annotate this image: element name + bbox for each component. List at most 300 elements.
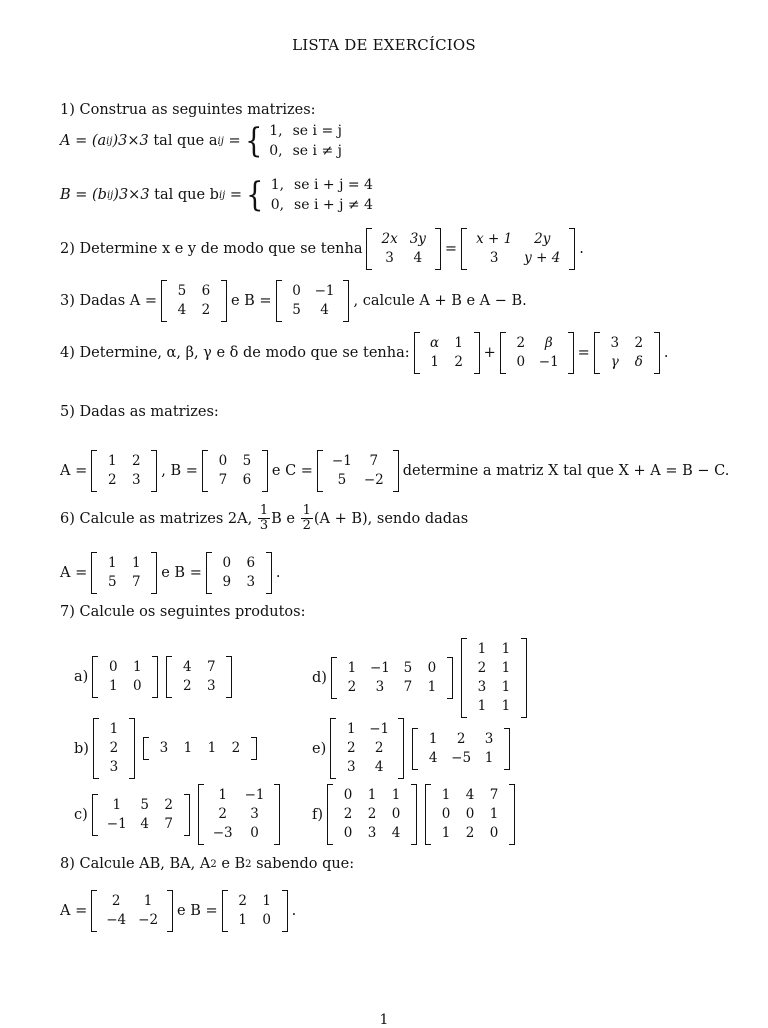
ex6-a-label: A = (60, 565, 88, 581)
ex7-f-matrix-1-left-bracket (327, 784, 333, 845)
matrix-entry: 7 (164, 815, 173, 832)
ex7-a-matrix-1 (92, 656, 158, 698)
matrix-entry: 2 (231, 740, 241, 756)
ex4-matrix-2-left-bracket (500, 332, 506, 374)
matrix-entry: 0 (427, 660, 437, 676)
ex4-matrix-3 (594, 332, 660, 374)
case-row (269, 142, 350, 160)
matrix-entry: 3 (246, 574, 256, 590)
matrix-entry: 1 (131, 555, 141, 571)
matrix-entry: 2 (516, 335, 526, 351)
ex7-f-matrix-2-left-bracket (425, 784, 431, 845)
matrix-entry: 5 (242, 453, 252, 469)
ex7-d-matrix-1-entries (340, 659, 444, 697)
ex7-f-matrix-2-entries (434, 786, 506, 843)
ex5-matrix-a-left-bracket (91, 450, 97, 492)
ex7-e-matrix-1-right-bracket (398, 718, 404, 779)
ex8-t3: sabendo que: (256, 856, 355, 872)
ex7-c-matrix-1-entries (101, 796, 181, 834)
matrix-entry: 0 (516, 354, 526, 370)
matrix-entry: 2 (183, 678, 192, 694)
matrix-entry: 2 (477, 660, 487, 676)
matrix-entry: 6 (201, 283, 211, 299)
ex6-t1: 6) Calcule as matrizes 2A, (60, 510, 253, 527)
ex4-matrix-3-right-bracket (654, 332, 660, 374)
matrix-entry: 7 (403, 679, 413, 695)
matrix-entry: 1 (238, 912, 247, 928)
ex5-matrix-a-entries (100, 452, 148, 490)
matrix-row (231, 892, 279, 911)
matrix-row (170, 301, 218, 320)
matrix-row (207, 824, 271, 843)
ex6-matrix-a (91, 552, 157, 594)
matrix-row (603, 353, 651, 372)
matrix-entry: 1 (430, 354, 439, 370)
matrix-entry: 7 (131, 574, 141, 590)
matrix-entry: 1 (391, 787, 401, 803)
matrix-entry: 2 (131, 453, 141, 469)
ex7-item-a (74, 656, 236, 698)
ex7-b-matrix-1-right-bracket (129, 718, 135, 779)
matrix-row (215, 573, 263, 592)
matrix-entry: −1 (538, 354, 559, 370)
matrix-entry: 1 (346, 721, 356, 737)
ex7-e-label: e) (312, 740, 327, 757)
matrix-row (421, 749, 501, 768)
ex7-b-matrix-1-left-bracket (93, 718, 99, 779)
matrix-entry: 5 (292, 302, 301, 318)
matrix-row (336, 824, 408, 843)
matrix-entry: 1 (441, 787, 451, 803)
page-title: LISTA DE EXERCÍCIOS (292, 36, 476, 54)
ex6-line2 (60, 552, 280, 594)
ex5-matrix-c-entries (326, 452, 390, 490)
ex6-end: . (275, 565, 281, 581)
ex8-matrix-b-left-bracket (222, 890, 228, 932)
matrix-row (101, 658, 149, 677)
matrix-entry: 0 (343, 787, 353, 803)
matrix-entry: 3 (489, 250, 499, 266)
ex6-fraction-half (301, 504, 313, 533)
ex7-a-matrix-1-entries (101, 658, 149, 696)
matrix-entry: 1 (107, 453, 117, 469)
ex5-matrix-b-right-bracket (262, 450, 268, 492)
matrix-entry: 1 (484, 749, 494, 766)
ex7-d-label: d) (312, 670, 327, 686)
matrix-entry: 3 (385, 250, 394, 266)
matrix-entry: γ (610, 354, 619, 370)
matrix-entry: 1 (501, 641, 511, 657)
ex7-c-label: c) (74, 806, 88, 823)
matrix-entry: 2 (238, 893, 247, 909)
ex5-matrix-b-entries (211, 452, 259, 490)
ex8-matrix-a (91, 890, 173, 932)
matrix-entry: 2 (367, 806, 377, 822)
ex3-text3: , calcule A + B e A − B. (353, 293, 527, 309)
matrix-entry: 1 (501, 698, 511, 714)
matrix-entry: 1 (207, 740, 217, 756)
case-row (271, 176, 381, 194)
ex7-c-matrix-2-entries (207, 786, 271, 843)
page-number: 1 (379, 1012, 389, 1028)
matrix-entry: 7 (369, 453, 379, 469)
matrix-entry: 3 (250, 806, 259, 822)
matrix-entry: 0 (250, 825, 259, 841)
matrix-row (509, 334, 565, 353)
ex8-matrix-a-entries (100, 892, 164, 930)
ex2-matrix-left-left-bracket (366, 228, 372, 270)
matrix-entry: 1 (107, 555, 117, 571)
case-row (271, 196, 381, 214)
ex4-matrix-3-left-bracket (594, 332, 600, 374)
ex5-matrix-b-left-bracket (202, 450, 208, 492)
matrix-entry: 3 (477, 679, 487, 695)
ex4-text: 4) Determine, α, β, γ e δ de modo que se tenha: (60, 345, 410, 361)
matrix-row (470, 678, 518, 697)
matrix-entry: 1 (454, 335, 463, 351)
matrix-entry: 1 (218, 787, 227, 803)
matrix-entry: 0 (465, 806, 475, 822)
ex7-c-matrix-1-left-bracket (92, 794, 98, 836)
matrix-entry: 6 (242, 472, 252, 488)
ex7-c-matrix-2 (198, 784, 280, 845)
ex7-b-matrix-2-left-bracket (143, 737, 149, 760)
ex4-matrix-1-right-bracket (474, 332, 480, 374)
matrix-entry: 3 (159, 740, 169, 756)
ex7-f-matrix-2 (425, 784, 515, 845)
matrix-entry: 1 (427, 679, 437, 695)
ex5-b-label: , B = (161, 463, 198, 479)
matrix-entry: 1 (501, 660, 511, 676)
ex2-matrix-right-left-bracket (461, 228, 467, 270)
ex7-f-matrix-1-entries (336, 786, 408, 843)
matrix-entry: 3 (109, 759, 119, 775)
ex4-matrix-1-entries (423, 334, 471, 372)
ex4-matrix-2-entries (509, 334, 565, 372)
matrix-row (339, 758, 395, 777)
ex1-a-cases (241, 120, 352, 162)
matrix-row (423, 353, 471, 372)
ex4-matrix-1-left-bracket (414, 332, 420, 374)
matrix-entry: −3 (212, 825, 233, 841)
matrix-entry: 4 (413, 250, 423, 266)
ex7-item-e (312, 718, 514, 779)
matrix-entry: 2 (164, 796, 173, 813)
matrix-entry: 2 (111, 893, 121, 909)
matrix-row (326, 471, 390, 490)
ex7-b-matrix-2-right-bracket (251, 737, 257, 760)
ex7-b-matrix-2 (143, 737, 257, 760)
matrix-entry: 3 (610, 335, 620, 351)
ex8-matrix-b-right-bracket (282, 890, 288, 932)
ex8-t1: 8) Calcule AB, BA, A (60, 856, 211, 872)
matrix-entry: 2 (346, 740, 356, 756)
ex5-c-label: e C = (271, 463, 313, 479)
ex7-e-matrix-2-entries (421, 730, 501, 768)
matrix-row (207, 786, 271, 805)
matrix-entry: 2 (107, 472, 117, 488)
matrix-row (375, 230, 431, 249)
ex6-fraction-third (258, 504, 270, 533)
case-cell: 0, (270, 197, 285, 213)
ex7-a-matrix-1-left-bracket (92, 656, 98, 698)
ex1-matrix-a-def (60, 120, 352, 162)
case-row (269, 122, 350, 140)
ex7-b-matrix-1 (93, 718, 135, 779)
matrix-entry: −2 (363, 472, 384, 488)
ex6-f1-den: 3 (259, 518, 269, 533)
ex1-a-sub: ij (106, 135, 113, 147)
ex1-a-label: A = (a (60, 133, 107, 149)
ex1-a-cases-table (267, 120, 352, 162)
ex3-matrix-a-left-bracket (161, 280, 167, 322)
matrix-entry: 2 (465, 825, 475, 841)
case-cell: se i + j = 4 (294, 177, 373, 193)
matrix-row (101, 677, 149, 696)
ex7-e-matrix-2-right-bracket (504, 728, 510, 770)
ex2-matrix-right-entries (470, 230, 566, 268)
ex4-plus: + (483, 345, 496, 361)
matrix-entry: 2 (218, 806, 227, 822)
ex7-f-matrix-1-right-bracket (411, 784, 417, 845)
matrix-entry: −1 (369, 721, 390, 737)
matrix-entry: 5 (403, 660, 413, 676)
ex1-b-text: tal que b (154, 187, 219, 203)
ex4-matrix-1 (414, 332, 480, 374)
matrix-row (101, 815, 181, 834)
matrix-entry: 2 (201, 302, 211, 318)
ex5-matrix-a-right-bracket (151, 450, 157, 492)
ex7-e-matrix-1-left-bracket (330, 718, 336, 779)
ex4-line (60, 332, 668, 374)
matrix-entry: −2 (138, 912, 159, 928)
matrix-entry: 2 (109, 740, 119, 756)
ex7-item-b (74, 718, 261, 779)
ex7-heading: 7) Calcule os seguintes produtos: (60, 604, 306, 620)
matrix-entry: 3 (367, 825, 377, 841)
matrix-entry: 0 (262, 912, 271, 928)
ex2-line (60, 228, 584, 270)
ex7-e-matrix-1 (330, 718, 404, 779)
ex7-f-label: f) (312, 806, 324, 823)
matrix-entry: 4 (320, 302, 329, 318)
ex1-heading: 1) Construa as seguintes matrizes: (60, 102, 316, 118)
ex6-matrix-a-left-bracket (91, 552, 97, 594)
matrix-entry: y + 4 (524, 250, 561, 266)
ex8-t2: e B (221, 856, 246, 872)
matrix-entry: 2 (343, 806, 353, 822)
ex1-a-text: tal que a (153, 133, 218, 149)
ex5-line (60, 450, 729, 492)
matrix-row (100, 554, 148, 573)
matrix-entry: 4 (465, 787, 475, 803)
matrix-entry: 4 (391, 825, 401, 841)
matrix-entry: −1 (331, 453, 352, 469)
matrix-row (340, 659, 444, 678)
matrix-entry: 3 (375, 679, 385, 695)
ex8-matrix-a-left-bracket (91, 890, 97, 932)
case-cell: 1, (270, 177, 285, 193)
ex6-f1-num: 1 (259, 503, 269, 518)
matrix-entry: 5 (337, 472, 347, 488)
matrix-row (285, 282, 341, 301)
matrix-row (211, 471, 259, 490)
matrix-entry: 1 (109, 678, 118, 694)
matrix-entry: 5 (107, 574, 117, 590)
ex7-a-matrix-2-left-bracket (166, 656, 172, 698)
ex3-matrix-a (161, 280, 227, 322)
ex1-b-sub2: ij (218, 189, 226, 201)
ex6-matrix-b (206, 552, 272, 594)
ex5-matrix-c-right-bracket (393, 450, 399, 492)
matrix-entry: 4 (374, 759, 384, 775)
ex5-matrix-c-left-bracket (317, 450, 323, 492)
ex8-line2 (60, 890, 296, 932)
ex3-matrix-a-entries (170, 282, 218, 320)
matrix-entry: 1 (477, 641, 487, 657)
ex4-matrix-2 (500, 332, 574, 374)
matrix-row (102, 739, 126, 758)
matrix-entry: 1 (112, 796, 122, 813)
ex5-matrix-a (91, 450, 157, 492)
ex3-matrix-b-left-bracket (276, 280, 282, 322)
matrix-entry: 9 (222, 574, 232, 590)
matrix-entry: 2 (454, 354, 463, 370)
ex7-d-matrix-1-right-bracket (447, 657, 453, 699)
matrix-entry: 2 (456, 730, 466, 747)
matrix-row (215, 554, 263, 573)
matrix-entry: α (430, 335, 440, 351)
matrix-entry: 4 (140, 815, 149, 832)
ex7-b-matrix-1-entries (102, 720, 126, 777)
matrix-entry: 1 (501, 679, 511, 695)
matrix-entry: 0 (391, 806, 401, 822)
matrix-entry: 1 (441, 825, 451, 841)
matrix-entry: 1 (347, 660, 357, 676)
ex6-f2-den: 2 (302, 518, 311, 533)
ex8-sup2: 2 (245, 858, 252, 870)
ex7-e-matrix-2 (412, 728, 510, 770)
case-cell: se i + j ≠ 4 (294, 197, 373, 213)
ex1-b-eq: = (229, 187, 243, 203)
case-cell: se i = j (292, 123, 342, 139)
matrix-entry: 4 (428, 749, 438, 766)
ex4-end: . (663, 345, 669, 361)
ex7-c-matrix-1-right-bracket (184, 794, 190, 836)
ex7-item-c (74, 784, 284, 845)
matrix-row (100, 911, 164, 930)
ex8-matrix-b (222, 890, 288, 932)
matrix-entry: 6 (246, 555, 256, 571)
ex8-matrix-b-entries (231, 892, 279, 930)
ex1-a-dim: )3×3 (112, 133, 149, 149)
matrix-row (470, 230, 566, 249)
ex8-matrix-a-right-bracket (167, 890, 173, 932)
matrix-entry: 2y (534, 231, 551, 247)
matrix-entry: 2 (634, 335, 644, 351)
ex6-matrix-b-left-bracket (206, 552, 212, 594)
ex6-b-label: e B = (161, 565, 202, 581)
matrix-entry: 3 (131, 472, 141, 488)
matrix-row (434, 824, 506, 843)
ex5-tail: determine a matriz X tal que X + A = B − C. (402, 463, 730, 479)
matrix-row (175, 658, 223, 677)
ex7-e-matrix-1-entries (339, 720, 395, 777)
ex6-matrix-b-entries (215, 554, 263, 592)
matrix-entry: −1 (106, 815, 127, 832)
ex3-text2: e B = (230, 293, 272, 309)
ex2-matrix-right (461, 228, 575, 270)
matrix-entry: −1 (314, 283, 335, 299)
matrix-row (336, 805, 408, 824)
matrix-entry: −1 (369, 660, 390, 676)
ex7-b-label: b) (74, 740, 89, 757)
ex1-a-eq: = (228, 133, 241, 149)
matrix-row (470, 640, 518, 659)
ex6-matrix-b-right-bracket (266, 552, 272, 594)
matrix-entry: 1 (489, 806, 499, 822)
matrix-entry: 1 (183, 740, 193, 756)
case-cell: se i ≠ j (292, 143, 342, 159)
ex7-d-matrix-2-entries (470, 640, 518, 716)
ex7-c-matrix-1 (92, 794, 190, 836)
matrix-entry: 1 (109, 721, 119, 737)
matrix-entry: 5 (140, 796, 149, 813)
matrix-entry: 1 (367, 787, 377, 803)
matrix-entry: 0 (343, 825, 353, 841)
matrix-entry: 7 (489, 787, 499, 803)
ex5-heading: 5) Dadas as matrizes: (60, 404, 219, 420)
matrix-entry: 1 (262, 893, 271, 909)
matrix-entry: −4 (106, 912, 127, 928)
matrix-entry: 2x (381, 231, 398, 247)
ex2-end: . (579, 241, 584, 257)
ex7-a-label: a) (74, 669, 89, 685)
ex1-b-cases-table (269, 174, 383, 216)
ex6-matrix-a-right-bracket (151, 552, 157, 594)
ex8-line1 (60, 856, 354, 872)
ex7-a-matrix-2 (166, 656, 232, 698)
ex1-b-brace: { (246, 175, 264, 215)
matrix-entry: 4 (177, 302, 187, 318)
matrix-row (100, 471, 148, 490)
ex2-eq: = (444, 241, 458, 257)
matrix-entry: 3 (346, 759, 356, 775)
ex7-d-matrix-2 (461, 638, 527, 718)
ex4-eq: = (577, 345, 590, 361)
ex2-matrix-left-right-bracket (435, 228, 441, 270)
matrix-entry: 7 (218, 472, 228, 488)
matrix-entry: 0 (222, 555, 232, 571)
ex7-e-matrix-2-left-bracket (412, 728, 418, 770)
matrix-row (326, 452, 390, 471)
ex7-item-d (312, 638, 531, 718)
matrix-entry: 1 (143, 893, 153, 909)
ex3-matrix-b (276, 280, 350, 322)
matrix-row (102, 720, 126, 739)
ex4-matrix-3-entries (603, 334, 651, 372)
matrix-entry: 3 (484, 730, 494, 747)
matrix-entry: x + 1 (476, 231, 513, 247)
matrix-entry: δ (634, 354, 643, 370)
ex1-matrix-b-def (60, 174, 383, 216)
ex7-f-matrix-1 (327, 784, 417, 845)
matrix-entry: 3 (207, 678, 216, 694)
matrix-row (340, 678, 444, 697)
matrix-row (101, 796, 181, 815)
ex7-a-matrix-2-entries (175, 658, 223, 696)
ex6-f2-num: 1 (302, 503, 311, 518)
